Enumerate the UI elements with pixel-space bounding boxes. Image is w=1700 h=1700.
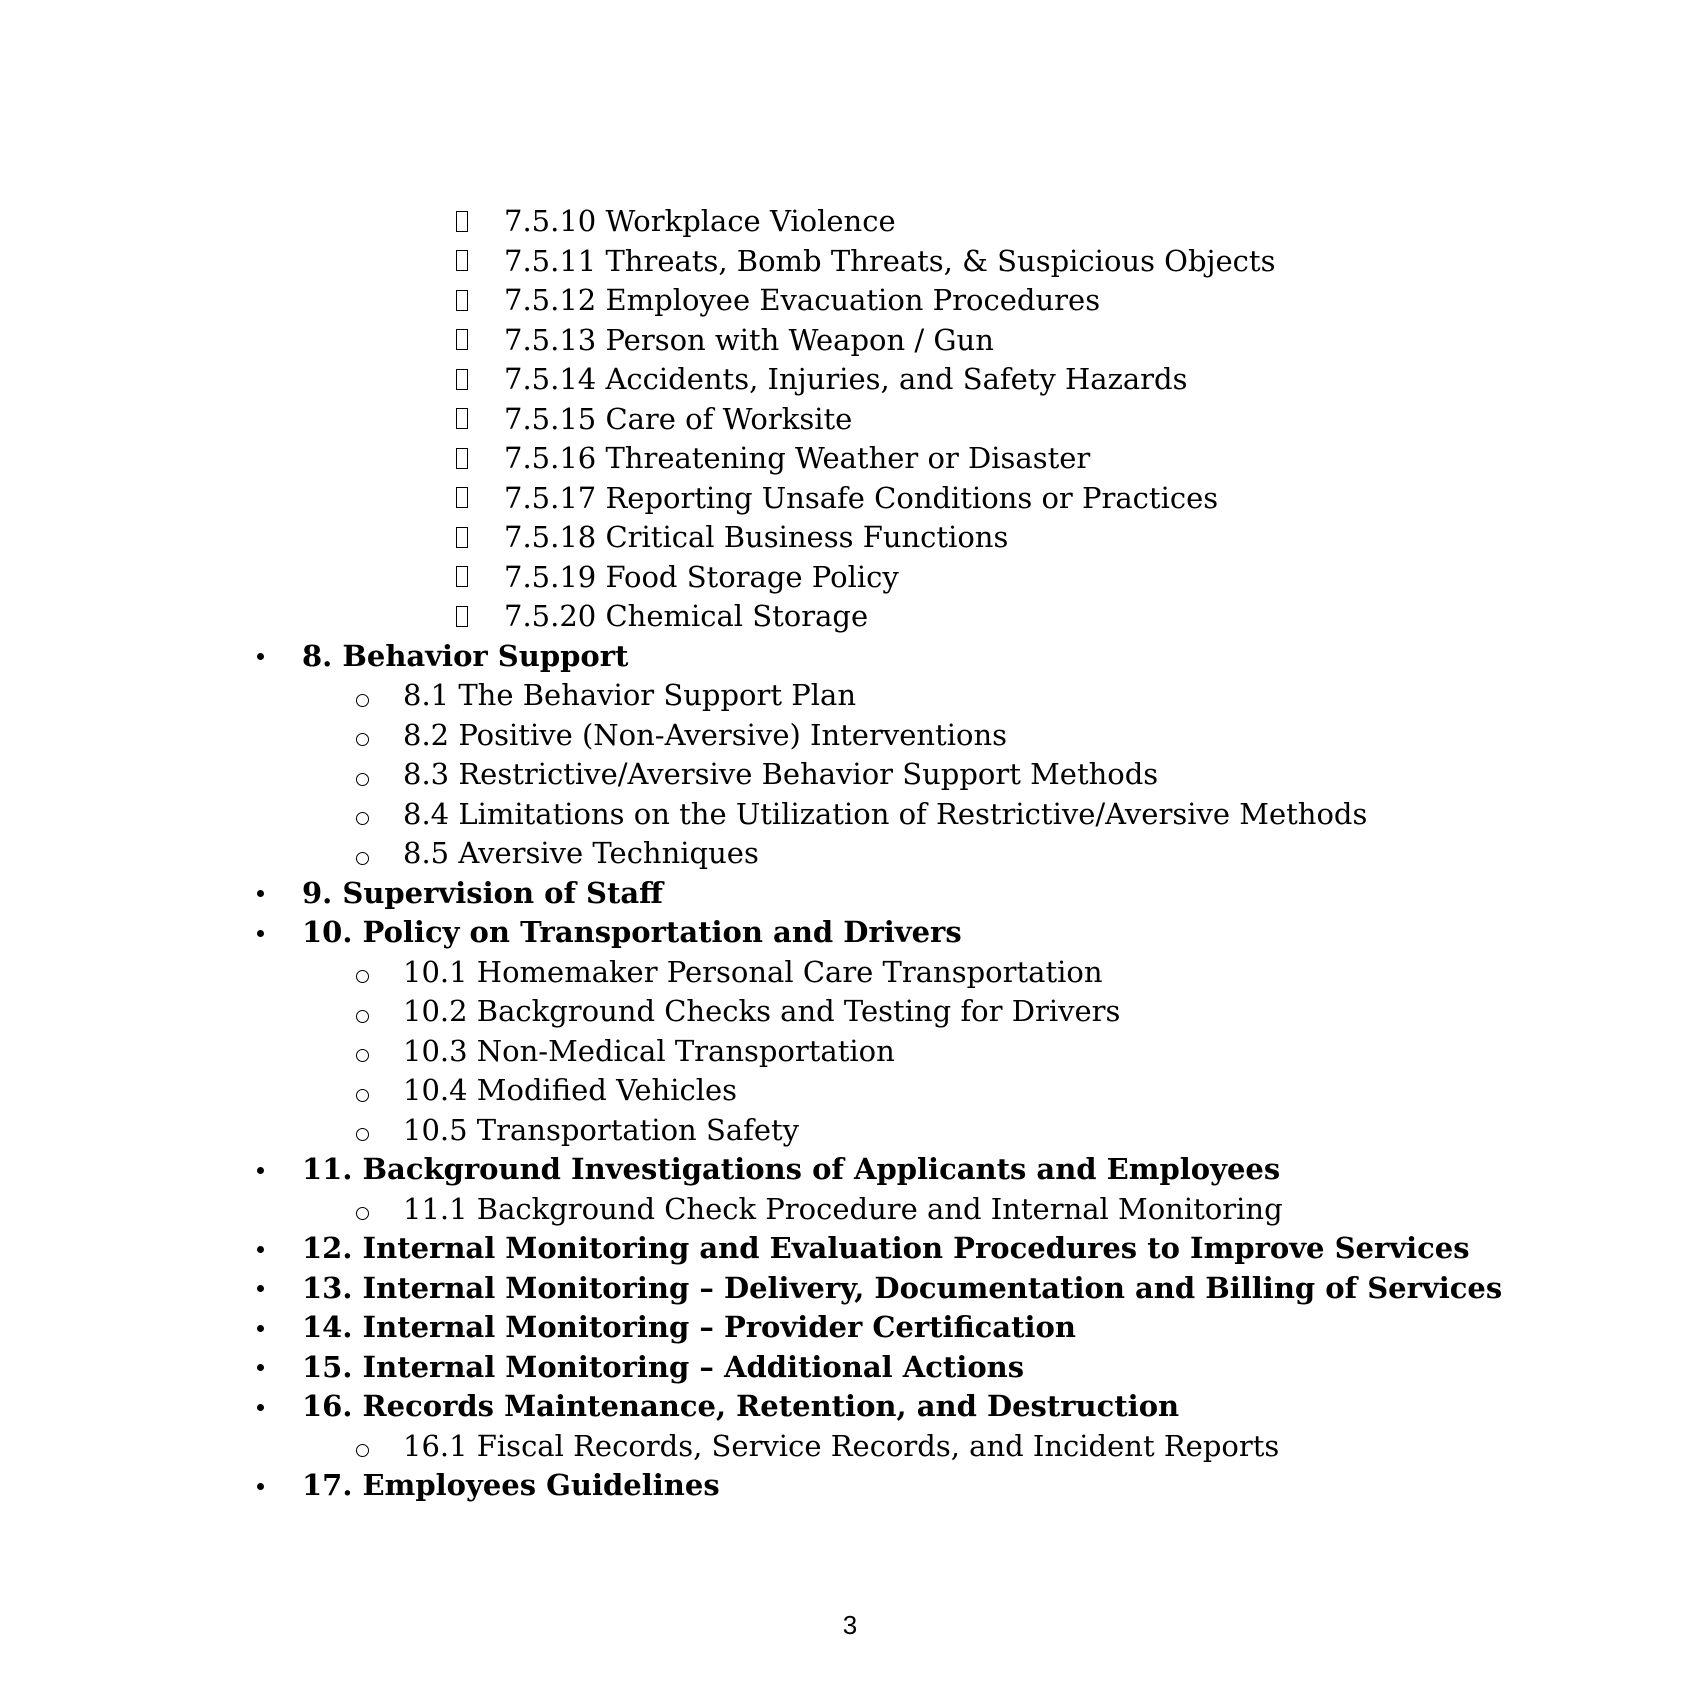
circle-bullet-icon xyxy=(350,1427,374,1467)
toc-entry xyxy=(0,321,1700,361)
square-bullet-icon xyxy=(452,202,472,242)
toc-entry xyxy=(0,400,1700,440)
toc-section-title: 14. Internal Monitoring – Provider Certification xyxy=(302,1310,1076,1344)
bullet-icon xyxy=(250,1466,270,1506)
table-of-contents xyxy=(0,202,1700,1506)
toc-section-title: 9. Supervision of Staff xyxy=(302,875,663,910)
toc-subentry xyxy=(0,716,1700,756)
page-number: 3 xyxy=(842,1610,858,1640)
bullet-icon xyxy=(250,1348,270,1388)
toc-subentry-text: 8.3 Restrictive/Aversive Behavior Support Methods xyxy=(403,757,1159,791)
toc-entry xyxy=(0,281,1700,321)
toc-section xyxy=(0,913,1700,953)
toc-subentry-text: 10.2 Background Checks and Testing for Drivers xyxy=(403,994,1121,1028)
toc-entry-text: 7.5.13 Person with Weapon / Gun xyxy=(504,322,994,357)
toc-subentry-text: 10.4 Modified Vehicles xyxy=(403,1073,738,1107)
circle-bullet-icon xyxy=(350,834,374,874)
bullet-icon xyxy=(250,637,270,677)
toc-subentry xyxy=(0,795,1700,835)
toc-section xyxy=(0,637,1700,677)
toc-entry-text: 7.5.12 Employee Evacuation Procedures xyxy=(504,283,1101,317)
toc-section xyxy=(0,1466,1700,1506)
toc-section-title: 17. Employees Guidelines xyxy=(302,1468,720,1502)
toc-subentry-text: 16.1 Fiscal Records, Service Records, and Incident Reports xyxy=(403,1428,1280,1463)
toc-subentry-text: 10.1 Homemaker Personal Care Transportation xyxy=(403,954,1103,989)
toc-subentry xyxy=(0,953,1700,993)
toc-section-title: 11. Background Investigations of Applicants and Employees xyxy=(302,1152,1281,1186)
bullet-icon xyxy=(250,1387,270,1427)
bullet-icon xyxy=(250,874,270,914)
toc-section-title: 10. Policy on Transportation and Drivers xyxy=(302,915,962,949)
circle-bullet-icon xyxy=(350,755,374,795)
toc-entry-text: 7.5.20 Chemical Storage xyxy=(504,599,869,633)
bullet-icon xyxy=(250,1150,270,1190)
square-bullet-icon xyxy=(452,479,472,519)
circle-bullet-icon xyxy=(350,1032,374,1072)
toc-section-title: 8. Behavior Support xyxy=(302,638,629,673)
circle-bullet-icon xyxy=(350,1190,374,1230)
toc-subentry-text: 8.5 Aversive Techniques xyxy=(403,836,759,870)
toc-entry-text: 7.5.15 Care of Worksite xyxy=(504,401,853,436)
toc-subentry xyxy=(0,1032,1700,1072)
circle-bullet-icon xyxy=(350,1071,374,1111)
square-bullet-icon xyxy=(452,281,472,321)
square-bullet-icon xyxy=(452,597,472,637)
toc-entry xyxy=(0,439,1700,479)
toc-subentry xyxy=(0,834,1700,874)
bullet-icon xyxy=(250,913,270,953)
toc-subentry xyxy=(0,1111,1700,1151)
toc-entry xyxy=(0,202,1700,242)
toc-subentry xyxy=(0,755,1700,795)
toc-subentry xyxy=(0,1190,1700,1230)
toc-subentry xyxy=(0,1071,1700,1111)
toc-subentry-text: 10.3 Non-Medical Transportation xyxy=(403,1033,895,1068)
toc-entry xyxy=(0,518,1700,558)
toc-entry xyxy=(0,558,1700,598)
circle-bullet-icon xyxy=(350,953,374,993)
toc-section xyxy=(0,1308,1700,1348)
toc-entry xyxy=(0,242,1700,282)
square-bullet-icon xyxy=(452,360,472,400)
circle-bullet-icon xyxy=(350,676,374,716)
toc-entry xyxy=(0,597,1700,637)
circle-bullet-icon xyxy=(350,1111,374,1151)
bullet-icon xyxy=(250,1229,270,1269)
toc-entry-text: 7.5.14 Accidents, Injuries, and Safety Hazards xyxy=(504,362,1188,396)
square-bullet-icon xyxy=(452,400,472,440)
square-bullet-icon xyxy=(452,518,472,558)
toc-subentry-text: 8.2 Positive (Non-Aversive) Interventions xyxy=(403,717,1008,752)
toc-entry-text: 7.5.16 Threatening Weather or Disaster xyxy=(504,441,1091,475)
toc-entry xyxy=(0,360,1700,400)
toc-entry-text: 7.5.17 Reporting Unsafe Conditions or Practices xyxy=(504,480,1219,515)
toc-section-title: 16. Records Maintenance, Retention, and Destruction xyxy=(302,1389,1180,1423)
bullet-icon xyxy=(250,1269,270,1309)
bullet-icon xyxy=(250,1308,270,1348)
toc-subentry xyxy=(0,1427,1700,1467)
toc-section xyxy=(0,874,1700,914)
toc-section-title: 13. Internal Monitoring – Delivery, Documentation and Billing of Services xyxy=(302,1270,1503,1305)
square-bullet-icon xyxy=(452,558,472,598)
toc-subentry xyxy=(0,992,1700,1032)
square-bullet-icon xyxy=(452,439,472,479)
toc-section-title: 15. Internal Monitoring – Additional Actions xyxy=(302,1349,1025,1384)
circle-bullet-icon xyxy=(350,716,374,756)
square-bullet-icon xyxy=(452,321,472,361)
toc-entry-text: 7.5.19 Food Storage Policy xyxy=(504,559,899,594)
toc-section xyxy=(0,1229,1700,1269)
circle-bullet-icon xyxy=(350,992,374,1032)
toc-entry-text: 7.5.10 Workplace Violence xyxy=(504,204,896,238)
toc-entry xyxy=(0,479,1700,519)
toc-section xyxy=(0,1269,1700,1309)
toc-entry-text: 7.5.18 Critical Business Functions xyxy=(504,520,1009,554)
toc-subentry-text: 8.4 Limitations on the Utilization of Restrictive/Aversive Methods xyxy=(403,796,1368,831)
toc-section xyxy=(0,1348,1700,1388)
toc-subentry-text: 11.1 Background Check Procedure and Internal Monitoring xyxy=(403,1191,1283,1226)
circle-bullet-icon xyxy=(350,795,374,835)
square-bullet-icon xyxy=(452,242,472,282)
toc-entry-text: 7.5.11 Threats, Bomb Threats, & Suspicious Objects xyxy=(504,243,1276,278)
toc-section-title: 12. Internal Monitoring and Evaluation Procedures to Improve Services xyxy=(302,1231,1470,1265)
toc-subentry-text: 8.1 The Behavior Support Plan xyxy=(403,678,856,712)
toc-subentry-text: 10.5 Transportation Safety xyxy=(403,1112,800,1147)
toc-section xyxy=(0,1150,1700,1190)
toc-section xyxy=(0,1387,1700,1427)
toc-subentry xyxy=(0,676,1700,716)
